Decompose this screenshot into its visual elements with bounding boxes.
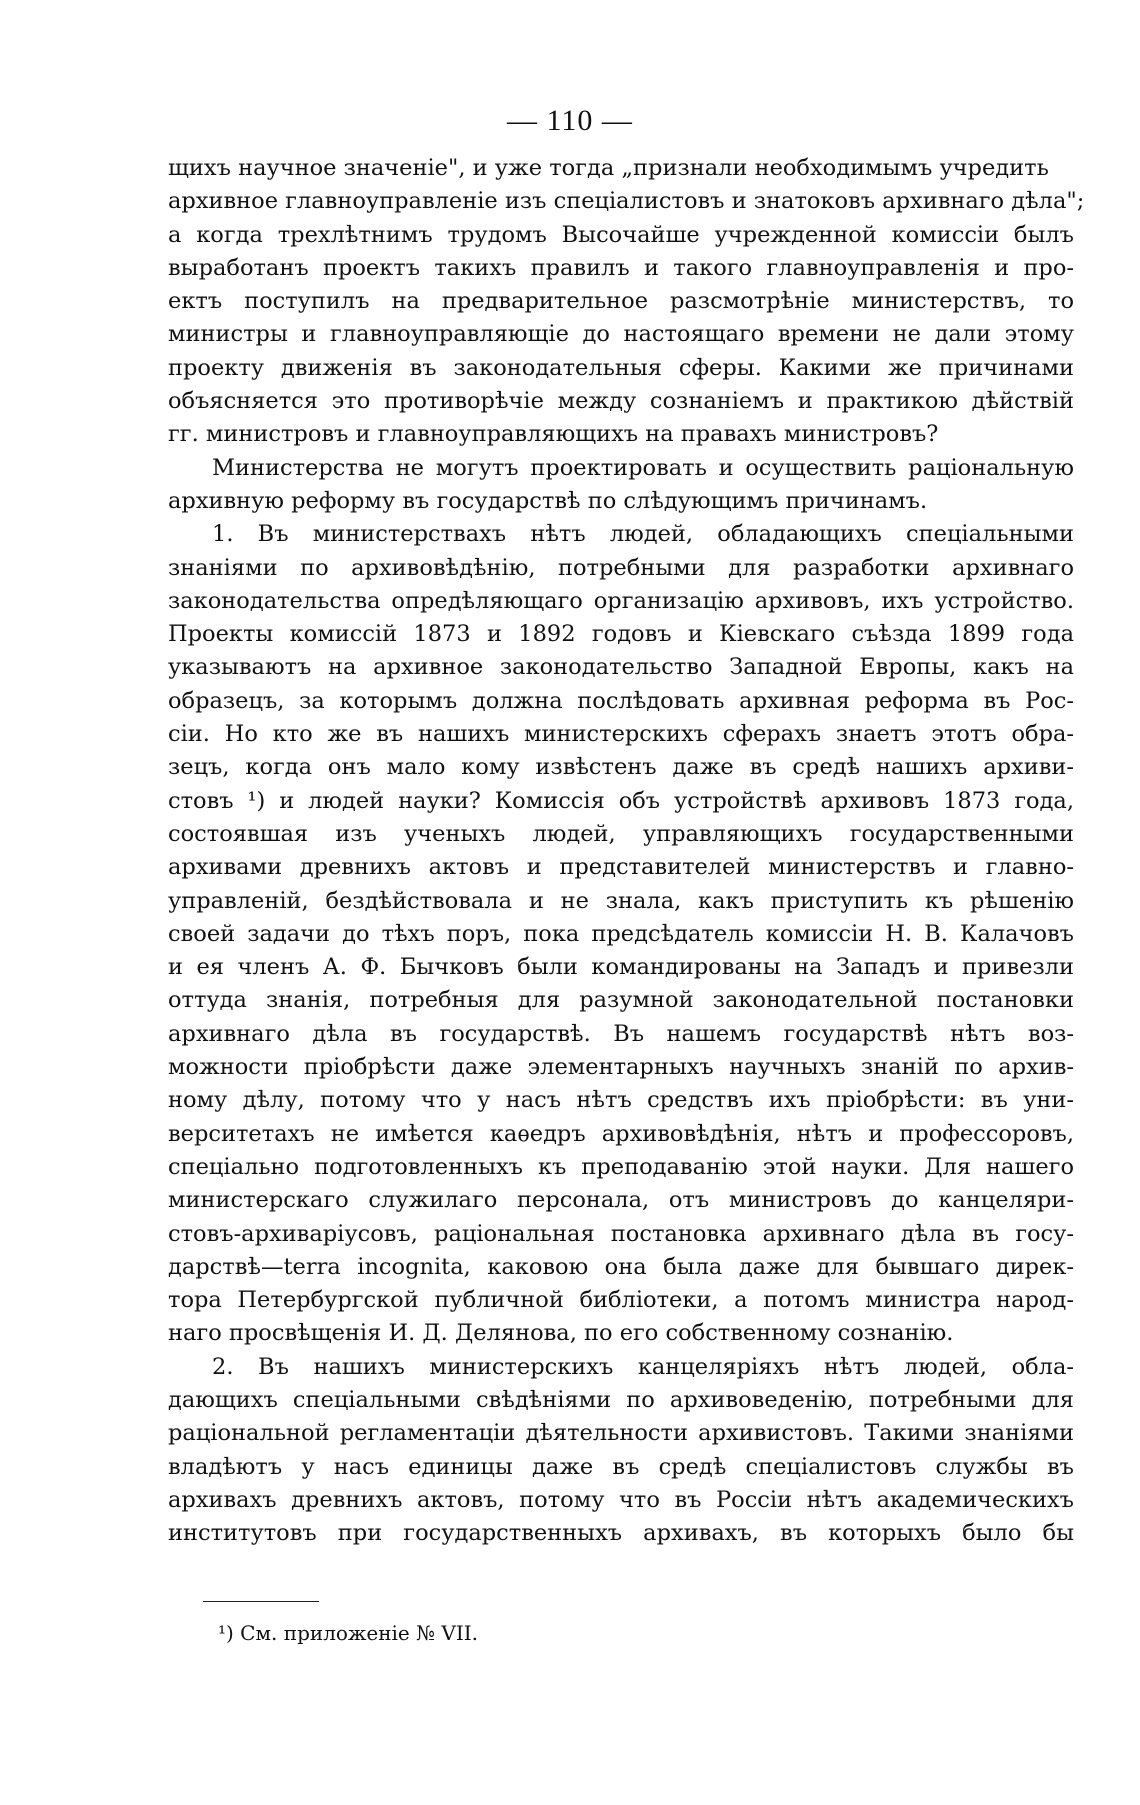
text-line: а когда трехлѣтнимъ трудомъ Высочайше учрежденной комиссіи былъ — [168, 221, 1074, 248]
text-line: управленій, бездѣйствовала и не знала, какъ приступить къ рѣшенію — [168, 887, 1074, 914]
text-line: состоявшая изъ ученыхъ людей, управляющихъ государственными — [168, 820, 1074, 847]
text-line: тора Петербургской публичной библіотеки, а потомъ министра народ- — [168, 1287, 1074, 1314]
text-line: дарствѣ—terra incognita, каковою она была даже для бывшаго дирек- — [168, 1253, 1074, 1280]
text-line: ному дѣлу, потому что у насъ нѣтъ средствъ ихъ пріобрѣсти: въ уни- — [168, 1087, 1074, 1114]
text-line: своей задачи до тѣхъ поръ, пока предсѣдатель комиссіи Н. В. Калачовъ — [168, 920, 1074, 947]
text-line: раціональной регламентаціи дѣятельности архивистовъ. Такими знаніями — [168, 1420, 1074, 1447]
text-line: стовъ ¹) и людей науки? Комиссія объ устройствѣ архивовъ 1873 года, — [168, 787, 1074, 814]
footnote-divider — [203, 1601, 319, 1602]
text-line: и ея членъ А. Ф. Бычковъ были командированы на Западъ и привезли — [168, 954, 1074, 981]
text-line: ектъ поступилъ на предварительное разсмотрѣніе министерствъ, то — [168, 288, 1074, 315]
text-line: министерскаго служилаго персонала, отъ министровъ до канцеляри- — [168, 1187, 1074, 1214]
text-line: проекту движенія въ законодательныя сферы. Какими же причинами — [168, 354, 1074, 381]
text-line: 1. Въ министерствахъ нѣтъ людей, обладающихъ спеціальными — [212, 521, 1074, 548]
footnote: ¹) См. приложеніе № VII. — [218, 1621, 478, 1645]
text-line: архивную реформу въ государствѣ по слѣдующимъ причинамъ. — [168, 487, 928, 514]
text-line: наго просвѣщенія И. Д. Делянова, по его собственному сознанію. — [168, 1320, 954, 1347]
text-line: 2. Въ нашихъ министерскихъ канцеляріяхъ нѣтъ людей, обла- — [212, 1353, 1074, 1380]
text-line: дающихъ спеціальными свѣдѣніями по архивоведенію, потребными для — [168, 1386, 1074, 1413]
text-line: Министерства не могутъ проектировать и осуществить раціональную — [212, 454, 1074, 481]
text-line: знаніями по архивовѣдѣнію, потребными для разработки архивнаго — [168, 554, 1074, 581]
page-number: — 110 — — [507, 104, 633, 137]
text-line: владѣютъ у насъ единицы даже въ средѣ спеціалистовъ службы въ — [168, 1453, 1074, 1480]
text-line: щихъ научное значеніе", и уже тогда „признали необходимымъ учредить — [168, 155, 1049, 181]
text-line: можности пріобрѣсти даже элементарныхъ научныхъ знаній по архив- — [168, 1054, 1074, 1081]
text-line: зецъ, когда онъ мало кому извѣстенъ даже въ средѣ нашихъ архиви- — [168, 754, 1074, 781]
text-line: законодательства опредѣляющаго организацію архивовъ, ихъ устройство. — [168, 587, 1074, 614]
text-line: архивами древнихъ актовъ и представителей министерствъ и главно- — [168, 854, 1074, 881]
text-line: архивное главноуправленіе изъ спеціалистовъ и знатоковъ архивнаго дѣла"; — [168, 188, 1085, 215]
text-line: институтовъ при государственныхъ архивахъ, въ которыхъ было бы — [168, 1520, 1074, 1547]
text-line: спеціально подготовленныхъ къ преподаванію этой науки. Для нашего — [168, 1153, 1074, 1180]
text-line: гг. министровъ и главноуправляющихъ на правахъ министровъ? — [168, 421, 939, 448]
text-line: образецъ, за которымъ должна послѣдовать архивная реформа въ Рос- — [168, 687, 1074, 714]
text-line: министры и главноуправляющіе до настоящаго времени не дали этому — [168, 321, 1074, 348]
text-line: архивахъ древнихъ актовъ, потому что въ Россіи нѣтъ академическихъ — [168, 1486, 1074, 1513]
text-line: оттуда знанія, потребныя для разумной законодательной постановки — [168, 987, 1074, 1014]
text-line: сіи. Но кто же въ нашихъ министерскихъ сферахъ знаетъ этотъ обра- — [168, 721, 1074, 748]
text-line: верситетахъ не имѣется каѳедръ архивовѣдѣнія, нѣтъ и профессоровъ, — [168, 1120, 1074, 1147]
text-line: выработанъ проектъ такихъ правилъ и такого главноуправленія и про- — [168, 254, 1074, 281]
text-line: архивнаго дѣла въ государствѣ. Въ нашемъ государствѣ нѣтъ воз- — [168, 1020, 1074, 1047]
text-line: стовъ-архиваріусовъ, раціональная постановка архивнаго дѣла въ госу- — [168, 1220, 1074, 1247]
text-line: объясняется это противорѣчіе между сознаніемъ и практикою дѣйствій — [168, 388, 1074, 415]
body-text — [168, 152, 1085, 1550]
text-line: Проекты комиссій 1873 и 1892 годовъ и Кіевскаго съѣзда 1899 года — [168, 621, 1074, 648]
text-line: указываютъ на архивное законодательство Западной Европы, какъ на — [168, 654, 1074, 681]
